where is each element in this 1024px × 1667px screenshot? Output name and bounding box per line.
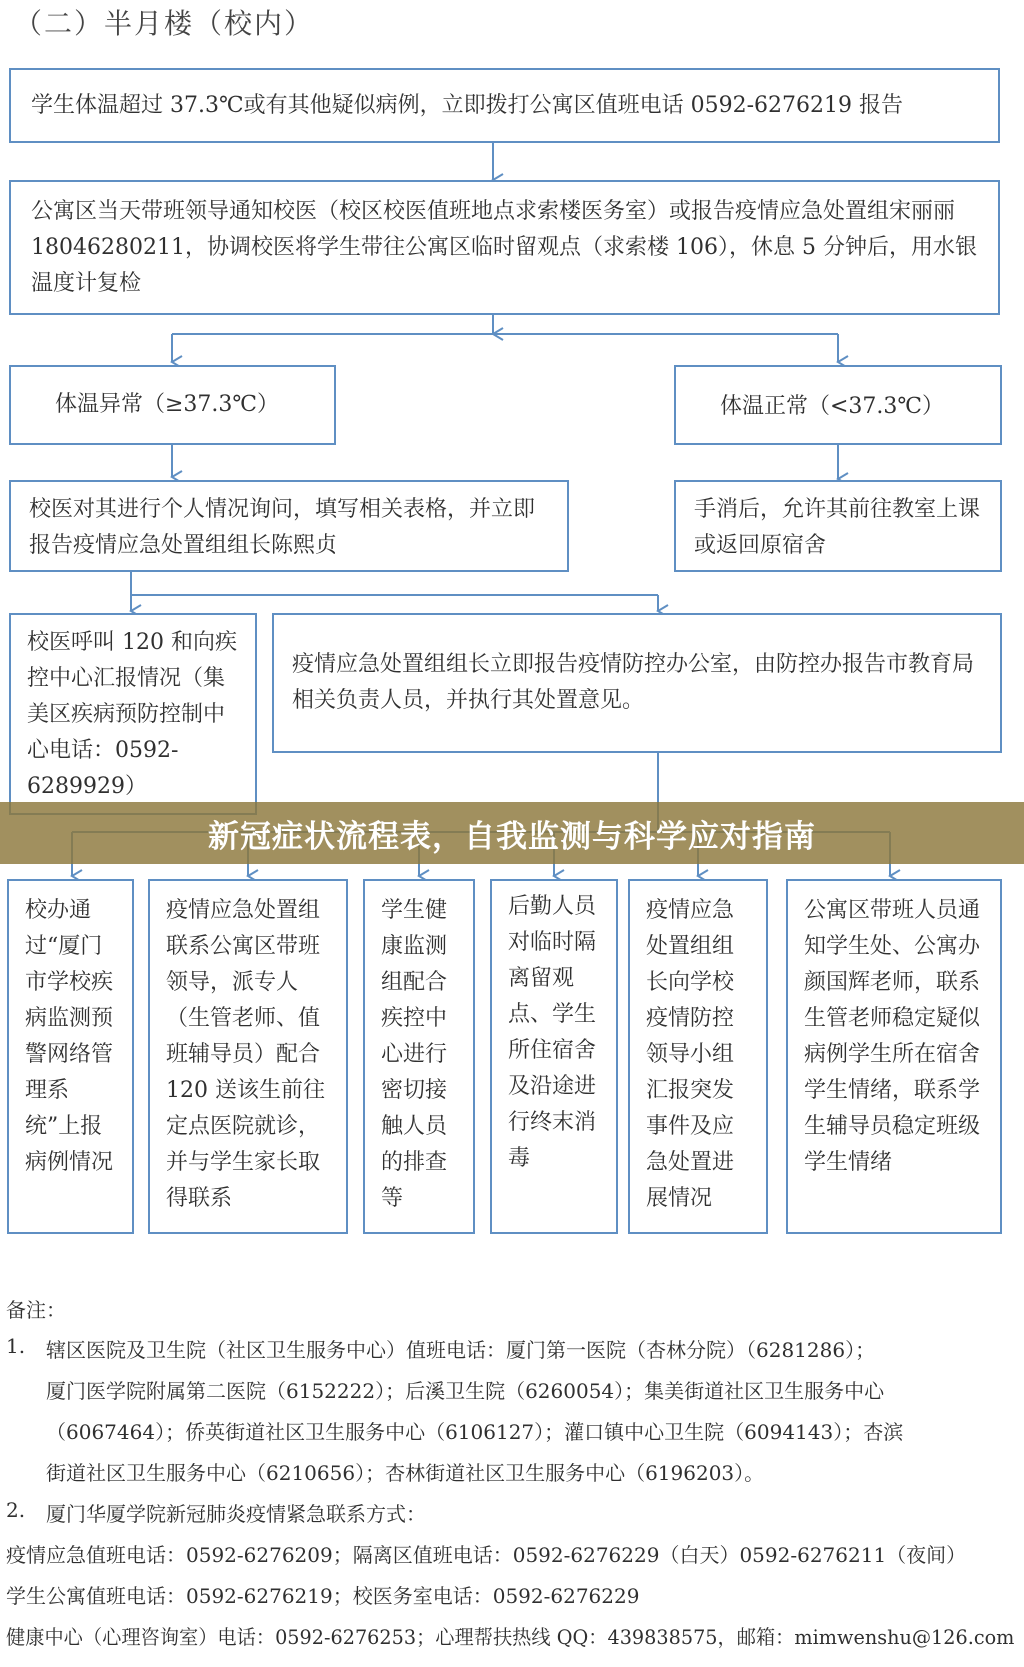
section-heading: （二）半月楼（校内）: [14, 7, 315, 40]
contact-line: 学生公寓值班电话：0592-6276219；校医务室电话：0592-6276229: [6, 1584, 640, 1608]
contact-line: 疫情应急值班电话：0592-6276209；隔离区值班电话：0592-6276229（白天）0592-6276211（夜间）: [6, 1543, 967, 1567]
notes-item2-number: 2.: [6, 1498, 26, 1522]
notes-item1-line: 厦门医学院附属第二医院（6152222）；后溪卫生院（6260054）；集美街道社区卫生服务中心: [46, 1379, 885, 1403]
column-box-2: 疫情应急处置组联系公寓区带班领导，派专人（生管老师、值班辅导员）配合 120 送该生前往定点医院就诊，并与学生家长取得联系: [148, 879, 348, 1234]
column-box-5: 疫情应急处置组组长向学校疫情防控领导小组汇报突发事件及应急处置进展情况: [628, 879, 768, 1234]
notes-item2-title: 厦门华厦学院新冠肺炎疫情紧急联系方式：: [46, 1502, 426, 1526]
step2-box: 公寓区当天带班领导通知校医（校区校医值班地点求索楼医务室）或报告疫情应急处置组宋丽丽 18046280211，协调校医将学生带往公寓区临时留观点（求索楼 106），休息 5 分钟后，用水银温度计复检: [9, 180, 1000, 315]
notes-item1-line: 辖区医院及卫生院（社区卫生服务中心）值班电话：厦门第一医院（杏林分院）（6281286）；: [46, 1338, 876, 1362]
normal-action-box: 手消后，允许其前往教室上课或返回原宿舍: [674, 480, 1002, 572]
notes-item1-line: 街道社区卫生服务中心（6210656）；杏林街道社区卫生服务中心（6196203）。: [46, 1461, 765, 1485]
notes-item1-line: （6067464）；侨英街道社区卫生服务中心（6106127）；灌口镇中心卫生院（6094143）；杏滨: [46, 1420, 904, 1444]
column-box-4: 后勤人员对临时隔离留观点、学生所住宿舍及沿途进行终末消毒: [490, 879, 618, 1234]
normal-temp-box: 体温正常（<37.3℃）: [674, 365, 1002, 445]
notes-title: 备注：: [6, 1298, 66, 1322]
abnormal-temp-box: 体温异常（≥37.3℃）: [9, 365, 336, 445]
call-120-box: 校医呼叫 120 和向疾控中心汇报情况（集美区疾病预防控制中心电话：0592-6289929）: [9, 613, 257, 815]
column-box-3: 学生健康监测组配合疾控中心进行密切接触人员的排查等: [363, 879, 475, 1234]
step1-box: 学生体温超过 37.3℃或有其他疑似病例，立即拨打公寓区值班电话 0592-6276219 报告: [9, 68, 1000, 143]
banner-title: 新冠症状流程表，自我监测与科学应对指南: [208, 818, 816, 855]
notes-item1-number: 1.: [6, 1334, 26, 1358]
title-banner: [0, 802, 1024, 864]
column-box-6: 公寓区带班人员通知学生处、公寓办颜国辉老师，联系生管老师稳定疑似病例学生所在宿舍学生情绪，联系学生辅导员稳定班级学生情绪: [786, 879, 1002, 1234]
leader-report-box: 疫情应急处置组组长立即报告疫情防控办公室，由防控办报告市教育局相关负责人员，并执行其处置意见。: [272, 613, 1002, 753]
abnormal-action-box: 校医对其进行个人情况询问，填写相关表格，并立即报告疫情应急处置组组长陈熙贞: [9, 480, 569, 572]
contact-line: 健康中心（心理咨询室）电话：0592-6276253；心理帮扶热线 QQ：439838575，邮箱：mimwenshu@126.com: [6, 1625, 1015, 1649]
column-box-1: 校办通过“厦门市学校疾病监测预警网络管理系统”上报病例情况: [7, 879, 134, 1234]
